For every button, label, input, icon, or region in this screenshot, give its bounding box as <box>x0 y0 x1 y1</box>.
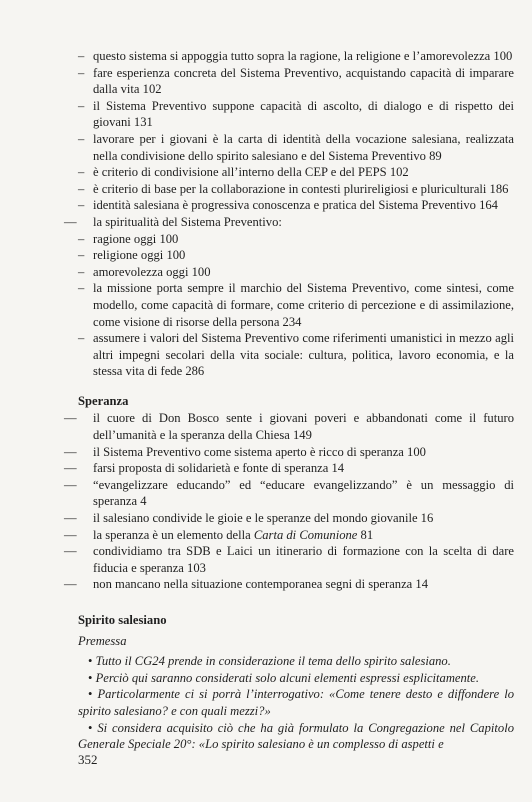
section-heading-spirito: Spirito salesiano <box>78 613 167 627</box>
item-text: la missione porta sempre il marchio del Sistema Preventivo, come sintesi, come modello, come capacità di formare, come criterio di percezione e di assimilazione, come visione di risorse della persona 234 <box>93 281 514 329</box>
item-text: il cuore di Don Bosco sente i giovani poveri e abbandonati come il futuro dell’umanità e la speranza della Chiesa 149 <box>93 411 514 443</box>
list-item <box>78 247 514 264</box>
dash-marker: – <box>78 198 85 213</box>
list-item <box>64 576 514 593</box>
item-text: questo sistema si appoggia tutto sopra la ragione, la religione e l’amorevolezza 100 <box>93 49 513 63</box>
dash-marker: – <box>78 131 85 146</box>
item-text: il Sistema Preventivo come sistema aperto è ricco di speranza 100 <box>93 444 426 459</box>
item-text: la speranza è un elemento della Carta di Comunione 81 <box>93 527 374 542</box>
bullet-marker: • <box>88 670 93 685</box>
item-text: “evangelizzare educando” ed “educare evangelizzando” è un messaggio di speranza 4 <box>93 477 514 509</box>
dash-marker: — <box>64 411 77 426</box>
premessa-bullets <box>78 653 514 753</box>
bullet-item <box>78 686 514 719</box>
list-item <box>78 264 514 281</box>
dash-marker: – <box>78 165 85 180</box>
item-text: fare esperienza concreta del Sistema Preventivo, acquistando capacità di imparare dalla vita 102 <box>93 65 514 97</box>
list-item <box>78 181 514 198</box>
dash-marker: — <box>64 477 77 492</box>
list-item <box>64 410 514 443</box>
item-text: la spiritualità del Sistema Preventivo: <box>93 214 282 229</box>
item-text: lavorare per i giovani è la carta di identità della vocazione salesiana, realizzata nella condivisione dello spirito salesiano e del Sistema Preventivo 89 <box>93 131 514 163</box>
document-title: Carta di Comunione <box>253 527 358 542</box>
list-item <box>78 280 514 330</box>
dash-marker: — <box>64 527 77 542</box>
item-text: è criterio di condivisione all’interno della CEP e del PEPS 102 <box>93 165 409 180</box>
item-text: non mancano nella situazione contemporanea segni di speranza 14 <box>93 577 429 592</box>
list-item <box>64 214 514 231</box>
list-item <box>64 477 514 510</box>
dash-marker: – <box>78 231 85 246</box>
dash-marker: — <box>64 444 77 459</box>
bullet-item <box>78 670 514 687</box>
list-item <box>78 197 514 214</box>
dash-marker: — <box>64 214 77 229</box>
dash-marker: – <box>78 49 85 63</box>
dash-marker: — <box>64 577 77 592</box>
list-item <box>78 131 514 164</box>
dash-marker: – <box>78 331 85 346</box>
speranza-list <box>64 410 514 593</box>
item-text: ragione oggi 100 <box>93 231 179 246</box>
sistema-preventivo-list <box>64 48 514 380</box>
subheading-premessa: Premessa <box>78 633 127 648</box>
bullet-marker: • <box>88 687 93 702</box>
page-content <box>64 48 515 753</box>
dash-marker: — <box>64 461 77 476</box>
list-item <box>78 231 514 248</box>
list-item <box>78 164 514 181</box>
dash-marker: — <box>64 544 77 559</box>
list-item <box>64 510 514 527</box>
item-text: farsi proposta di solidarietà e fonte di speranza 14 <box>93 461 345 476</box>
bullet-marker: • <box>88 654 93 669</box>
list-item <box>64 543 514 576</box>
bullet-marker: • <box>88 720 93 735</box>
list-item <box>78 48 514 65</box>
item-text: il Sistema Preventivo suppone capacità di ascolto, di dialogo e di rispetto dei giovani 131 <box>93 98 514 130</box>
dash-marker: – <box>78 248 85 263</box>
list-item <box>64 444 514 461</box>
dash-marker: – <box>78 281 85 296</box>
list-item <box>78 65 514 98</box>
bullet-text: Perciò qui saranno considerati solo alcuni elementi espressi esplicitamente. <box>95 670 480 685</box>
item-text: religione oggi 100 <box>93 248 186 263</box>
bullet-text: Si considera acquisito ciò che ha già formulato la Congregazione nel Capitolo Generale Speciale 20°: «Lo spirito salesiano è un complesso di aspetti e <box>78 720 514 752</box>
dash-marker: – <box>78 181 85 196</box>
item-text: assumere i valori del Sistema Preventivo come riferimenti umanistici in mezzo agli altri impegni secolari della vita sociale: cultura, politica, lavoro economia, e la stessa vita di fede 286 <box>93 331 514 379</box>
bullet-item <box>78 653 514 670</box>
list-item <box>78 330 514 380</box>
item-text: il salesiano condivide le gioie e le speranze del mondo giovanile 16 <box>93 511 434 526</box>
list-item <box>78 98 514 131</box>
dash-marker: — <box>64 511 77 526</box>
bullet-text: Particolarmente ci si porrà l’interrogativo: «Come tenere desto e diffondere lo spirito salesiano? e con quali mezzi?» <box>78 687 515 718</box>
bullet-item <box>78 720 514 753</box>
item-text: identità salesiana è progressiva conoscenza e pratica del Sistema Preventivo 164 <box>93 198 498 213</box>
section-heading-speranza: Speranza <box>78 393 129 408</box>
list-item <box>64 460 514 477</box>
dash-marker: – <box>78 264 85 279</box>
bullet-text: Tutto il CG24 prende in considerazione il tema dello spirito salesiano. <box>95 654 451 669</box>
page-number: 352 <box>78 752 98 767</box>
list-item <box>64 527 514 544</box>
item-text: condividiamo tra SDB e Laici un itinerario di formazione con la scelta di dare fiducia e speranza 103 <box>93 544 514 575</box>
item-text: è criterio di base per la collaborazione in contesti plurireligiosi e pluriculturali 186 <box>93 181 509 196</box>
dash-marker: – <box>78 98 85 113</box>
item-text: amorevolezza oggi 100 <box>93 264 211 279</box>
dash-marker: – <box>78 65 85 80</box>
